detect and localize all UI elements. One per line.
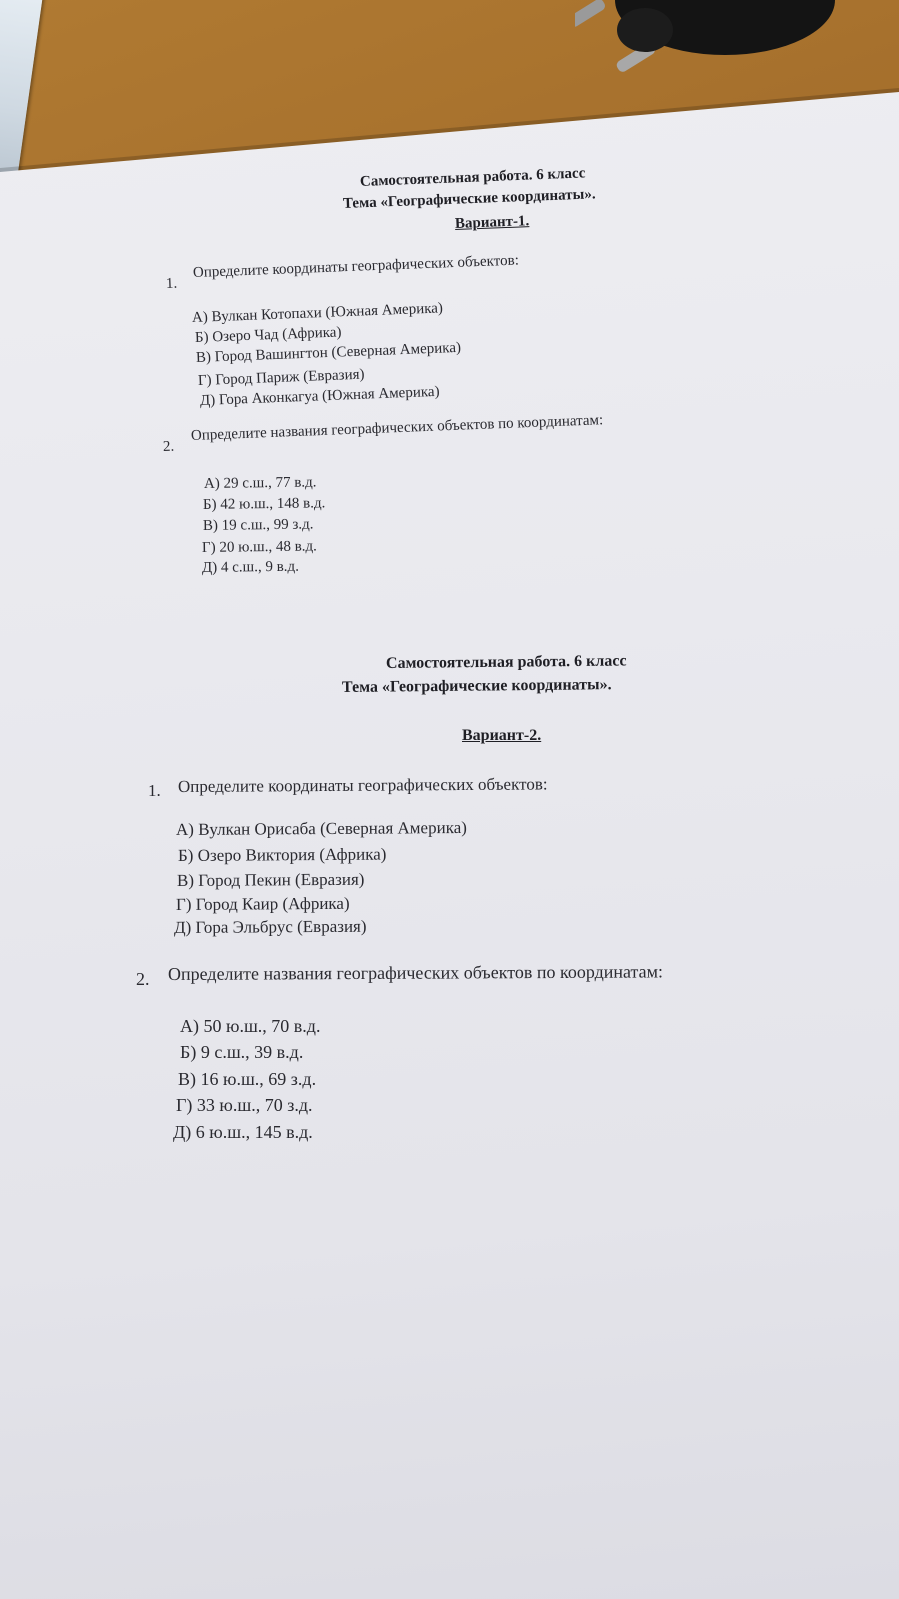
variant1-topic: Тема «Географические координаты». [342, 186, 596, 212]
v1-task1-item: А) Вулкан Котопахи (Южная Америка) [191, 300, 444, 326]
v2-task2-question: Определите названия географических объектов по координатам: [167, 961, 664, 984]
v2-task2-item: А) 50 ю.ш., 70 в.д. [180, 1016, 321, 1036]
v2-task1-item: Г) Город Каир (Африка) [175, 893, 350, 914]
v1-task1-question: Определите координаты географических объектов: [192, 252, 520, 281]
v1-task2-item: Г) 20 ю.ш., 48 в.д. [201, 538, 317, 556]
v1-task1-item: Б) Озеро Чад (Африка) [194, 324, 342, 346]
v1-task2-item: А) 29 с.ш., 77 в.д. [203, 474, 317, 492]
map-corner-image [0, 0, 44, 193]
v2-task1-item: Д) Гора Эльбрус (Евразия) [173, 916, 367, 937]
v2-task2-item: Д) 6 ю.ш., 145 в.д. [173, 1122, 313, 1142]
v2-task2-item: В) 16 ю.ш., 69 з.д. [178, 1069, 317, 1089]
v2-task2-item: Б) 9 с.ш., 39 в.д. [180, 1042, 304, 1062]
v2-task2-item: Г) 33 ю.ш., 70 з.д. [176, 1095, 313, 1115]
power-plug-image [575, 0, 835, 80]
v1-task1-item: Г) Город Париж (Евразия) [197, 366, 365, 389]
variant2-title: Самостоятельная работа. 6 класс [385, 652, 627, 672]
v1-task2-item: Б) 42 ю.ш., 148 в.д. [202, 495, 326, 513]
v1-task2-question: Определите названия географических объектов по координатам: [190, 412, 604, 444]
v1-task2-item: Д) 4 с.ш., 9 в.д. [201, 558, 300, 576]
v1-task1-number: 1. [165, 275, 178, 292]
variant2-label: Вариант-2. [462, 727, 542, 744]
v2-task1-question: Определите координаты географических объектов: [177, 774, 548, 796]
v1-task1-item: Д) Гора Аконкагуа (Южная Америка) [199, 383, 440, 409]
v2-task1-number: 1. [148, 781, 161, 800]
v1-task2-item: В) 19 с.ш., 99 з.д. [202, 516, 314, 534]
v1-task1-item: В) Город Вашингтон (Северная Америка) [195, 339, 462, 366]
v2-task2-number: 2. [136, 969, 150, 989]
variant1-title: Самостоятельная работа. 6 класс [359, 165, 586, 190]
v2-task1-item: А) Вулкан Орисаба (Северная Америка) [175, 817, 467, 839]
variant1-label: Вариант-1. [454, 213, 530, 232]
v2-task1-item: В) Город Пекин (Евразия) [176, 869, 365, 890]
v2-task1-item: Б) Озеро Виктория (Африка) [177, 844, 387, 865]
variant2-topic: Тема «Географические координаты». [341, 676, 612, 696]
v1-task2-number: 2. [162, 438, 175, 455]
